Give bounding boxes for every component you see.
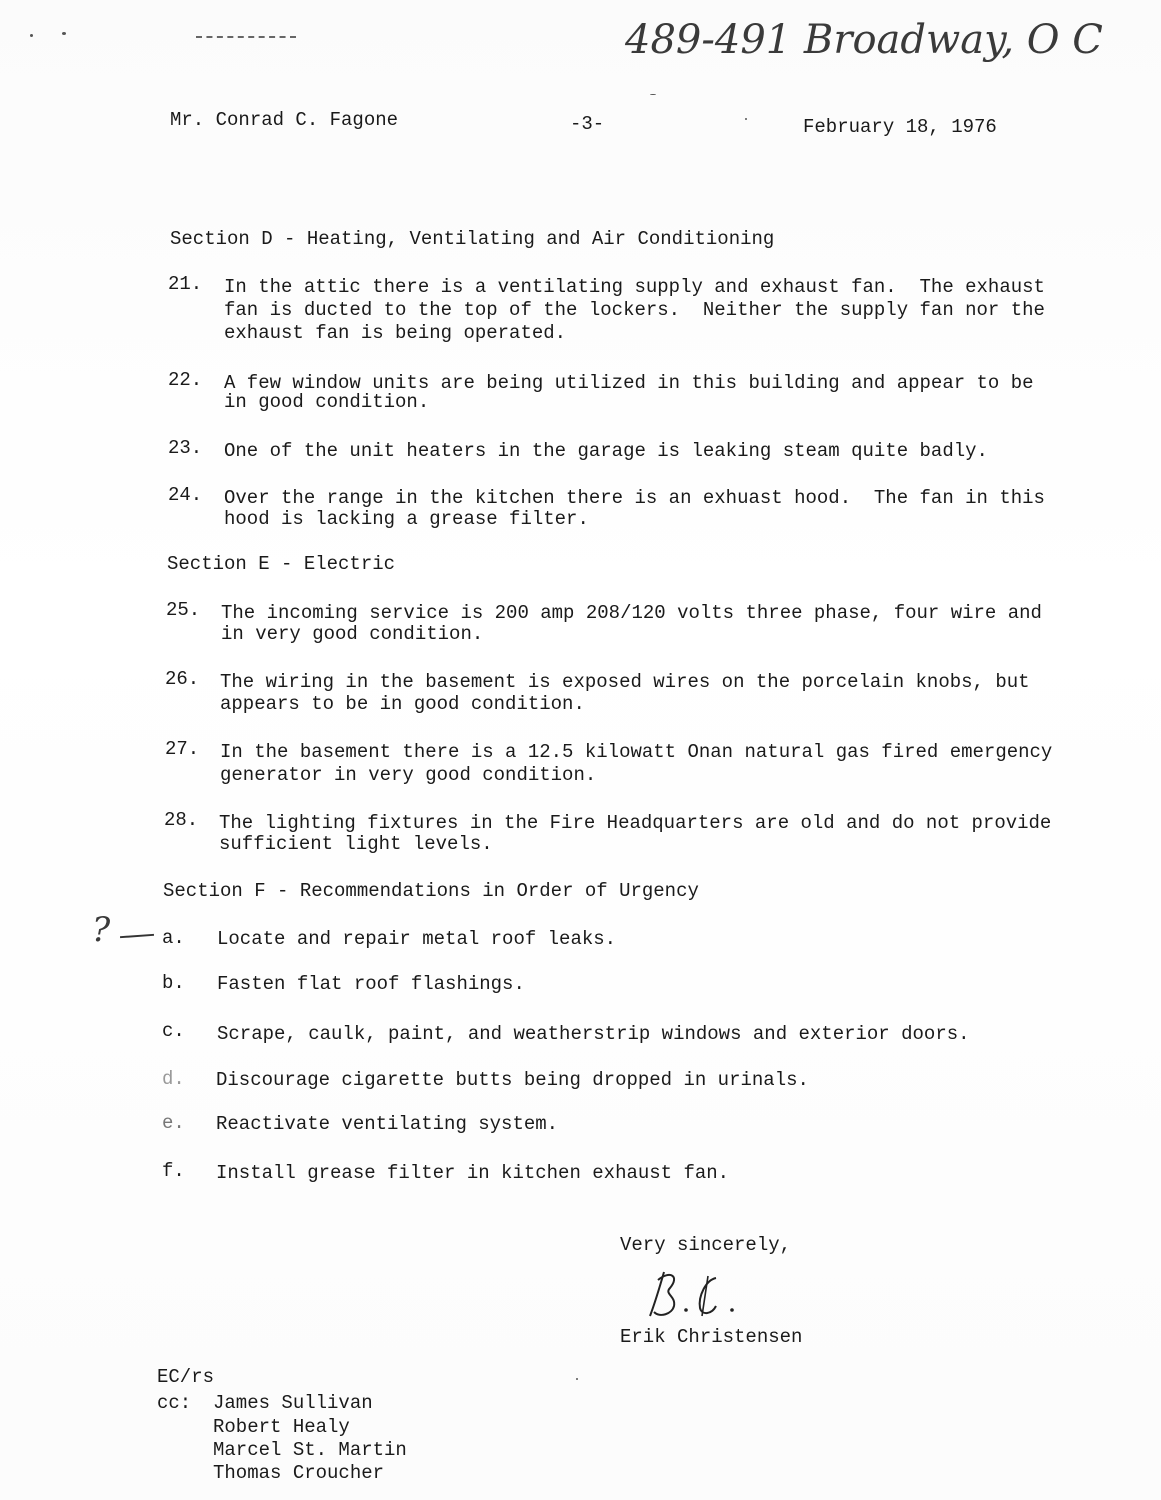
item-line: The wiring in the basement is exposed wires on the porcelain knobs, but xyxy=(220,671,1030,693)
cc-recipient: Thomas Croucher xyxy=(213,1462,385,1484)
signer-name: Erik Christensen xyxy=(620,1326,803,1348)
scan-speck xyxy=(30,34,33,37)
section-f-heading: Section F - Recommendations in Order of Urgency xyxy=(163,880,699,902)
scan-speck xyxy=(650,94,656,95)
item-line: Over the range in the kitchen there is an exhuast hood. The fan in this xyxy=(224,487,1045,509)
scan-dash xyxy=(196,36,296,38)
item-line: In the basement there is a 12.5 kilowatt Onan natural gas fired emergency xyxy=(220,741,1053,763)
item-number: 24. xyxy=(168,484,203,506)
scan-speck xyxy=(576,1378,578,1380)
item-number: 22. xyxy=(168,369,203,391)
item-line: appears to be in good condition. xyxy=(220,693,585,715)
item-letter: a. xyxy=(162,927,185,949)
item-line: fan is ducted to the top of the lockers. Neither the supply fan nor the xyxy=(224,299,1045,321)
closing-salutation: Very sincerely, xyxy=(620,1234,792,1256)
typist-initials: EC/rs xyxy=(157,1366,215,1388)
item-number: 23. xyxy=(168,437,203,459)
letter-date: February 18, 1976 xyxy=(803,116,997,138)
item-letter: b. xyxy=(162,972,185,994)
recipient-name: Mr. Conrad C. Fagone xyxy=(170,109,399,131)
item-letter: e. xyxy=(162,1112,185,1134)
item-line: One of the unit heaters in the garage is leaking steam quite badly. xyxy=(224,440,988,462)
item-text: Fasten flat roof flashings. xyxy=(217,973,525,995)
item-line: In the attic there is a ventilating supply and exhaust fan. The exhaust xyxy=(224,276,1045,298)
item-line: sufficient light levels. xyxy=(219,833,493,855)
cc-recipient: Marcel St. Martin xyxy=(213,1439,407,1461)
item-line: generator in very good condition. xyxy=(220,764,597,786)
item-line: The lighting fixtures in the Fire Headquarters are old and do not provide xyxy=(219,812,1052,834)
item-line: A few window units are being utilized in this building and appear to be xyxy=(224,372,1034,394)
handwritten-question-mark: ? xyxy=(92,910,111,950)
handwritten-address-note: 489-491 Broadway, O C xyxy=(625,17,1103,63)
item-text: Scrape, caulk, paint, and weatherstrip windows and exterior doors. xyxy=(217,1023,970,1045)
item-letter: f. xyxy=(162,1160,185,1182)
item-line: in good condition. xyxy=(224,391,430,413)
item-line: hood is lacking a grease filter. xyxy=(224,508,589,530)
section-d-heading: Section D - Heating, Ventilating and Air Conditioning xyxy=(170,228,775,250)
cc-recipient: James Sullivan xyxy=(213,1392,373,1414)
cc-recipient: Robert Healy xyxy=(213,1416,350,1438)
cc-label: cc: xyxy=(157,1392,192,1414)
item-line: The incoming service is 200 amp 208/120 volts three phase, four wire and xyxy=(221,602,1042,624)
handwritten-dash xyxy=(120,934,154,938)
page-number: -3- xyxy=(570,113,605,135)
item-text: Locate and repair metal roof leaks. xyxy=(217,928,617,950)
signature-image xyxy=(636,1266,746,1326)
item-number: 21. xyxy=(168,273,203,295)
section-e-heading: Section E - Electric xyxy=(167,553,396,575)
item-text: Install grease filter in kitchen exhaust fan. xyxy=(216,1162,730,1184)
item-text: Reactivate ventilating system. xyxy=(216,1113,559,1135)
item-number: 28. xyxy=(164,809,199,831)
item-letter: d. xyxy=(162,1068,185,1090)
scan-speck xyxy=(62,32,66,35)
item-number: 25. xyxy=(166,599,201,621)
item-line: exhaust fan is being operated. xyxy=(224,322,567,344)
item-line: in very good condition. xyxy=(221,623,484,645)
item-text: Discourage cigarette butts being dropped in urinals. xyxy=(216,1069,809,1091)
item-letter: c. xyxy=(162,1020,185,1042)
item-number: 26. xyxy=(165,668,200,690)
item-number: 27. xyxy=(165,738,200,760)
scan-speck xyxy=(745,118,747,120)
